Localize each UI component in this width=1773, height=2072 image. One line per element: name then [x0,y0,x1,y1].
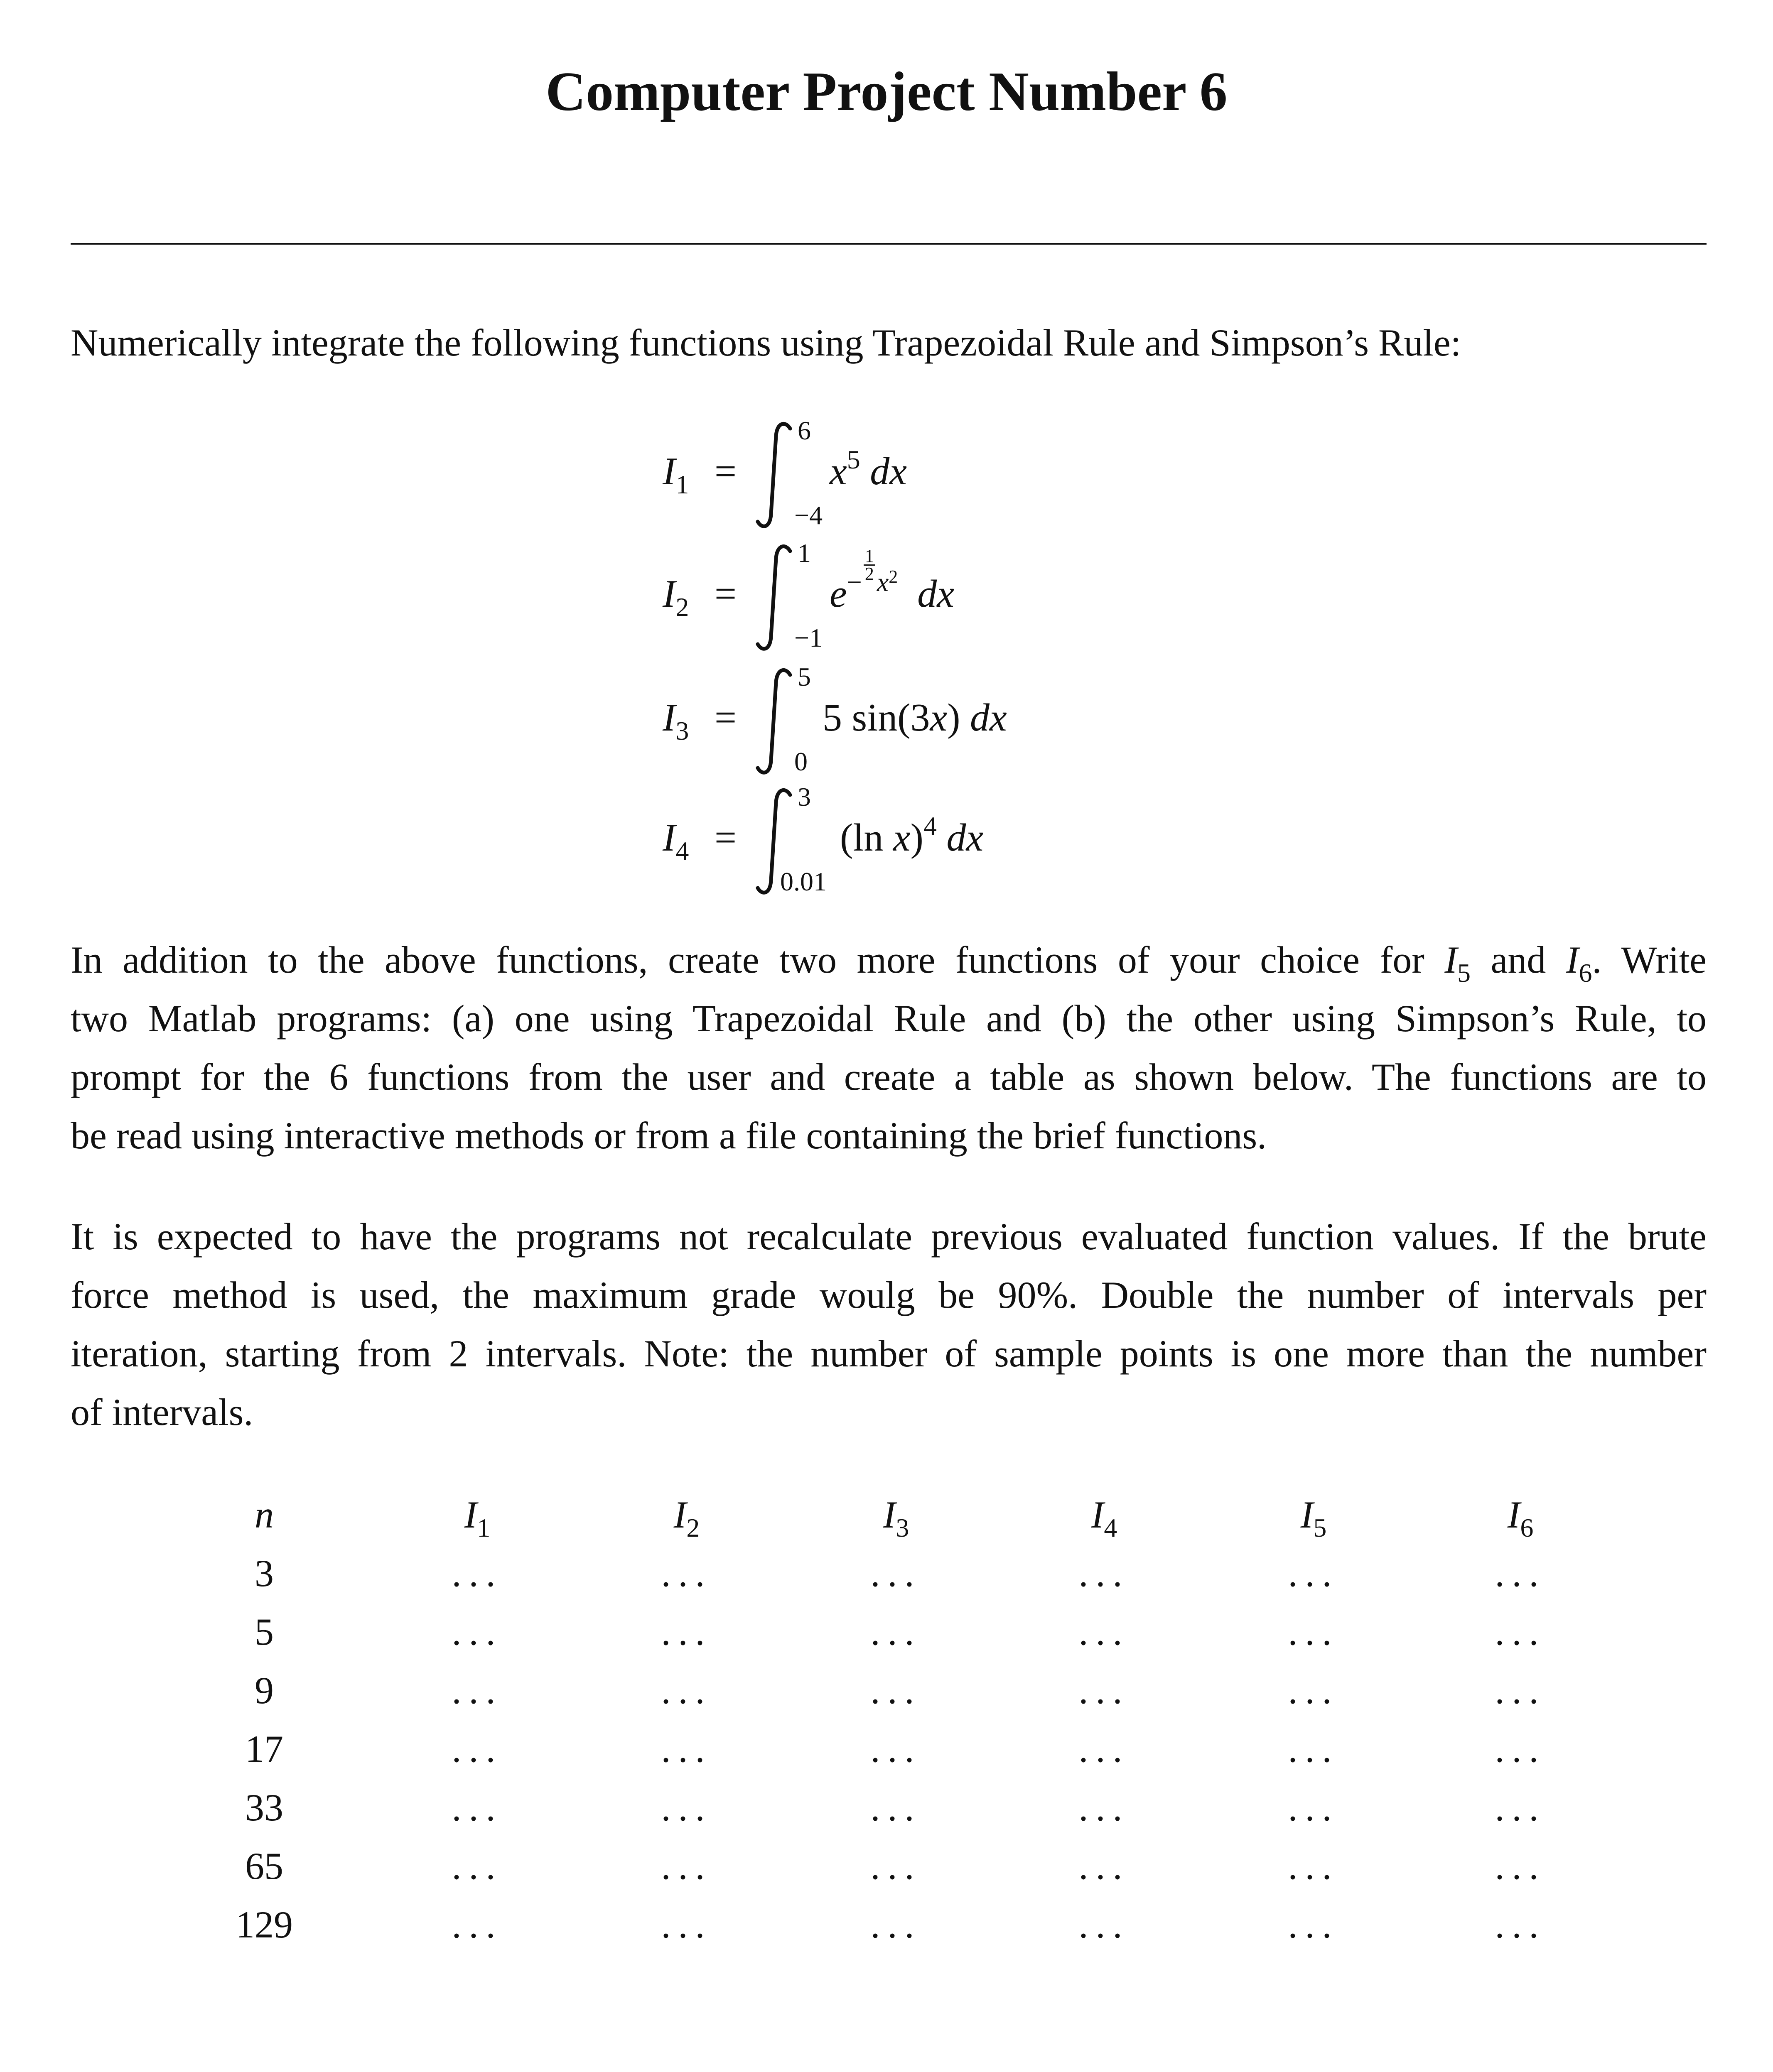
table-cell: ... [452,1903,503,1946]
lower-limit: −4 [794,500,823,530]
lower-limit: 0 [794,747,808,776]
table-cell: ... [870,1903,922,1946]
table-cell: ... [1078,1552,1130,1594]
integral-sign-icon [752,419,798,532]
table-header-i3: $I_3$ [883,1493,909,1542]
equals-sign: = [715,450,737,493]
table-cell: ... [452,1786,503,1829]
integral-sign-icon [752,542,798,654]
upper-limit: 6 [798,416,811,445]
table-cell: ... [1078,1728,1130,1770]
upper-limit: 3 [798,782,811,812]
paragraph-3-line-1: It is expected to have the programs not recalculate previous evaluated function values. If the brute [71,1215,1707,1258]
equation-label: $I_4$ [663,816,689,866]
table-cell: ... [452,1611,503,1653]
lower-limit: −1 [794,623,823,652]
table-cell: ... [1495,1669,1546,1712]
paragraph-2-line-2: two Matlab programs: (a) one using Trapezoidal Rule and (b) the other using Simpson’s Rule, to [71,997,1707,1040]
table-row-n: 17 [245,1728,283,1770]
integral-sign-icon [752,666,798,778]
table-cell: ... [870,1845,922,1887]
table-cell: ... [1495,1786,1546,1829]
equals-sign: = [715,816,737,859]
table-row-n: 3 [255,1552,274,1594]
table-cell: ... [661,1786,712,1829]
equals-sign: = [715,696,737,739]
integrand: $e^{- \frac{1}{2} x^2}$ dx [830,546,954,615]
table-cell: ... [1078,1845,1130,1887]
table-cell: ... [870,1728,922,1770]
table-cell: ... [1288,1845,1339,1887]
upper-limit: 1 [798,538,811,568]
equation-label: $I_3$ [663,696,689,745]
table-row-n: 33 [245,1786,283,1829]
table-cell: ... [1288,1728,1339,1770]
table-row-n: 65 [245,1845,283,1887]
paragraph-3-line-2: force method is used, the maximum grade woulg be 90%. Double the number of intervals per [71,1274,1707,1316]
table-cell: ... [1288,1786,1339,1829]
paragraph-3-line-3: iteration, starting from 2 intervals. Note: the number of sample points is one more than the number [71,1332,1707,1375]
table-cell: ... [661,1611,712,1653]
table-cell: ... [1288,1669,1339,1712]
equation-label: $I_1$ [663,450,689,499]
table-header-i2: $I_2$ [673,1493,700,1542]
table-cell: ... [870,1786,922,1829]
lower-limit: 0.01 [780,867,827,896]
table-cell: ... [870,1552,922,1594]
table-cell: ... [1495,1903,1546,1946]
table-row-n: 129 [236,1903,293,1946]
table-cell: ... [1078,1669,1130,1712]
table-cell: ... [1495,1552,1546,1594]
integrand: 5 sin(3x) dx [823,696,1007,739]
table-cell: ... [1078,1903,1130,1946]
table-row-n: 9 [255,1669,274,1712]
integrand: $x^5$ dx [830,445,907,493]
table-cell: ... [1078,1786,1130,1829]
page-title: Computer Project Number 6 [545,61,1228,122]
table-cell: ... [452,1552,503,1594]
table-cell: ... [661,1552,712,1594]
paragraph-2-line-1: In addition to the above functions, create two more functions of your choice for $I_5$ and $I_6$. Write [71,939,1707,988]
table-cell: ... [1495,1845,1546,1887]
table-cell: ... [1495,1611,1546,1653]
table-cell: ... [1288,1611,1339,1653]
equation-i2 [648,538,1147,652]
table-cell: ... [1495,1728,1546,1770]
table-header-n: n [255,1493,274,1536]
equals-sign: = [715,572,737,615]
table-header-i4: $I_4$ [1091,1493,1117,1542]
table-cell: ... [661,1845,712,1887]
equation-label: $I_2$ [663,572,689,622]
table-header-i1: $I_1$ [464,1493,491,1542]
table-cell: ... [870,1611,922,1653]
table-cell: ... [870,1669,922,1712]
table-cell: ... [452,1669,503,1712]
table-row-n: 5 [255,1611,274,1653]
table-cell: ... [661,1903,712,1946]
equation-i1 [648,416,1147,530]
table-cell: ... [1288,1552,1339,1594]
table-header-i5: $I_5$ [1300,1493,1327,1542]
equation-i3 [648,662,1147,776]
horizontal-rule [71,243,1707,245]
table-cell: ... [661,1728,712,1770]
integrand: (ln x)$^4$ dx [840,811,984,859]
table-cell: ... [1288,1903,1339,1946]
paragraph-2-line-3: prompt for the 6 functions from the user and create a table as shown below. The functions are to [71,1056,1707,1098]
table-cell: ... [452,1845,503,1887]
table-cell: ... [661,1669,712,1712]
table-cell: ... [452,1728,503,1770]
table-cell: ... [1078,1611,1130,1653]
upper-limit: 5 [798,662,811,691]
table-header-i6: $I_6$ [1507,1493,1534,1542]
paragraph-2-line-4: be read using interactive methods or from a file containing the brief functions. [71,1114,1267,1157]
equation-i4 [648,782,1147,896]
intro-text: Numerically integrate the following functions using Trapezoidal Rule and Simpson’s Rule: [71,321,1461,364]
paragraph-3-line-4: of intervals. [71,1391,253,1433]
